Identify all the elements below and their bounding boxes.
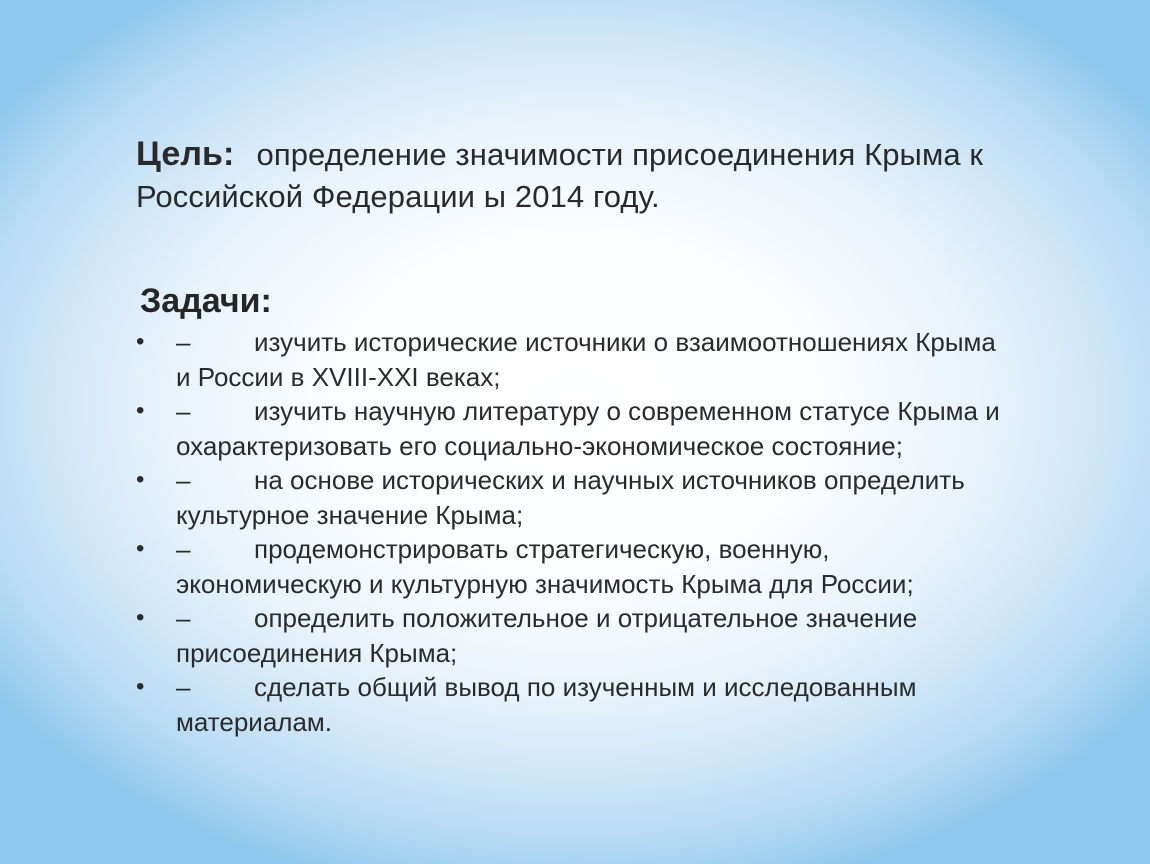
task-item xyxy=(136,532,1016,601)
bullet-icon: • xyxy=(136,466,145,493)
task-item xyxy=(136,463,1016,532)
tasks-title: Задачи: xyxy=(140,282,272,320)
bullet-icon: • xyxy=(136,604,145,631)
bullet-icon: • xyxy=(136,673,145,700)
goal-title: Цель: xyxy=(136,135,235,173)
task-text: на основе исторических и научных источников определить культурное значение Крыма; xyxy=(176,465,965,530)
dash-mark: – xyxy=(176,603,191,633)
dash-mark: – xyxy=(176,327,191,357)
dash-mark: – xyxy=(176,396,191,426)
bullet-icon: • xyxy=(136,328,145,355)
task-item xyxy=(136,394,1016,463)
bullet-icon: • xyxy=(136,397,145,424)
task-text: определить положительное и отрицательное значение присоединения Крыма; xyxy=(176,603,918,668)
goal-text: определение значимости присоединения Крыма к Российской Федерации ы 2014 году. xyxy=(136,137,984,214)
task-text: изучить научную литературу о современном статусе Крыма и охарактеризовать его социально-экономическое состояние; xyxy=(176,396,1000,461)
bullet-icon: • xyxy=(136,535,145,562)
task-text: сделать общий вывод по изученным и исследованным материалам. xyxy=(176,672,917,737)
dash-mark: – xyxy=(176,465,191,495)
task-item xyxy=(136,670,1016,739)
task-item xyxy=(136,325,1016,394)
task-text: продемонстрировать стратегическую, военную, экономическую и культурную значимость Крыма для России; xyxy=(176,534,914,599)
task-item xyxy=(136,601,1016,670)
dash-mark: – xyxy=(176,672,191,702)
task-list xyxy=(136,325,1016,739)
dash-mark: – xyxy=(176,534,191,564)
tasks-section xyxy=(136,279,1016,739)
task-text: изучить исторические источники о взаимоотношениях Крыма и России в XVIII-XXI веках; xyxy=(176,327,996,392)
goal-section xyxy=(136,133,1016,218)
